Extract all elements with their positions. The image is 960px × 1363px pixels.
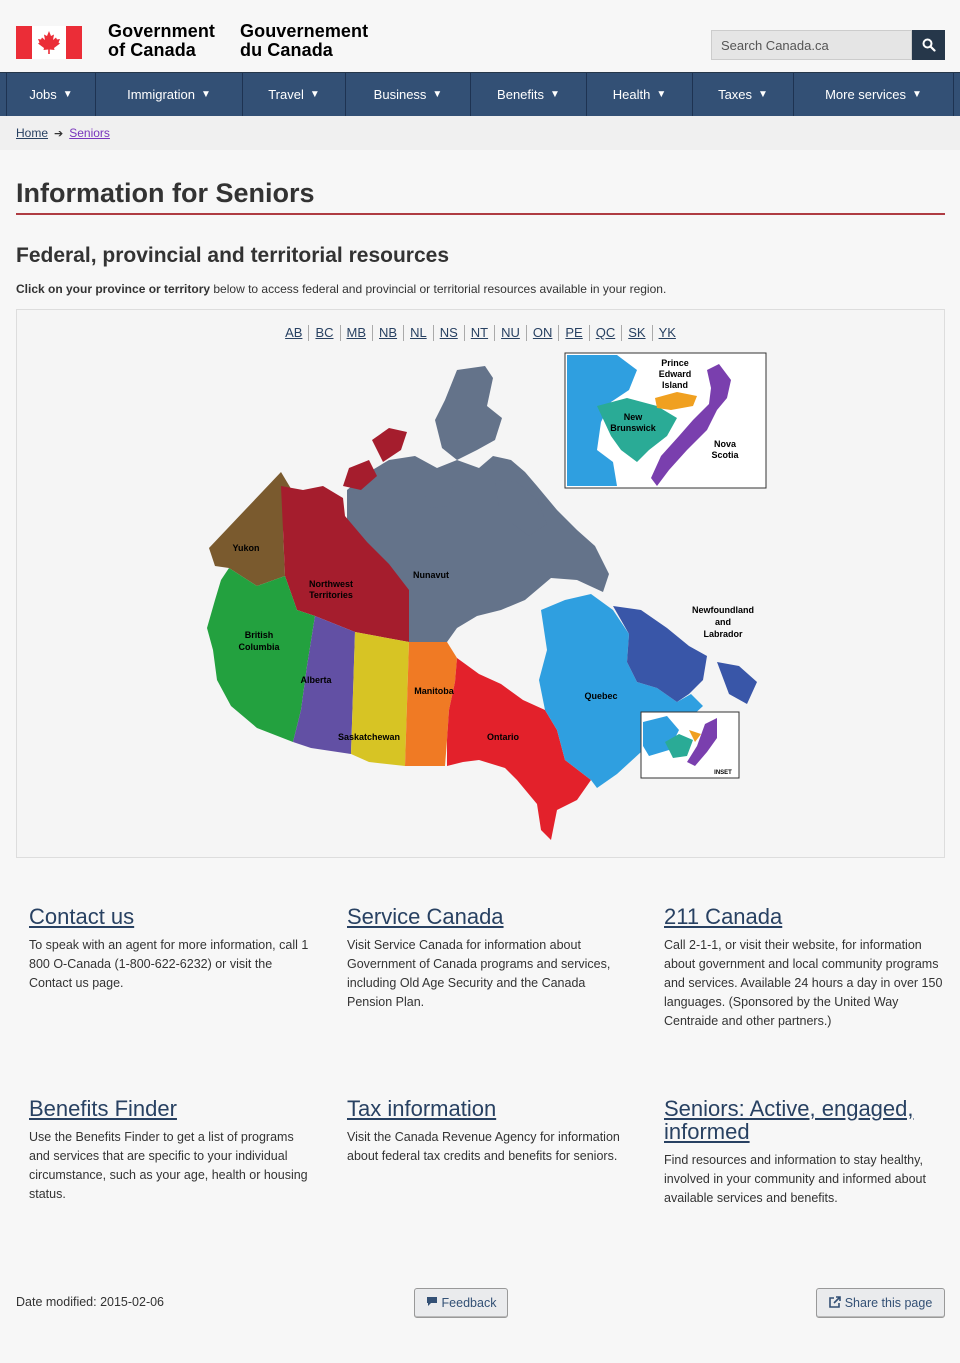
province-link-nb[interactable]: NB	[373, 325, 404, 341]
canada-map-panel	[16, 309, 945, 858]
card-description: Find resources and information to stay healthy, involved in your community and informed about available services and benefits.	[664, 1153, 926, 1205]
maritime-inset	[565, 353, 766, 488]
province-link-sk[interactable]: SK	[622, 325, 652, 341]
signature-french[interactable]: Gouvernement du Canada	[240, 21, 369, 60]
card-title-link[interactable]: 211 Canada	[664, 904, 783, 929]
chevron-down-icon: ▼	[432, 89, 443, 100]
map-label-nl: Newfoundland	[692, 605, 754, 615]
inset-label-pei: Prince	[661, 358, 689, 368]
province-link-ns[interactable]: NS	[434, 325, 465, 341]
map-label-quebec: Quebec	[584, 691, 618, 701]
chevron-down-icon: ▼	[550, 89, 560, 100]
share-icon	[829, 1296, 841, 1311]
menu-item-more-services[interactable]: More services ▼	[793, 73, 954, 116]
chevron-down-icon: ▼	[758, 89, 768, 100]
menu-item-jobs[interactable]: Jobs ▼	[6, 73, 95, 116]
inset-label-ns: Scotia	[711, 450, 739, 460]
map-label-nl: Labrador	[703, 629, 743, 639]
section-heading: Federal, provincial and territorial resources	[16, 244, 449, 267]
card-tax-information	[347, 1097, 627, 1166]
region-saskatchewan[interactable]	[351, 632, 409, 766]
card-benefits-finder	[29, 1097, 309, 1204]
inset-label-nb: Brunswick	[610, 423, 656, 433]
map-label-manitoba: Manitoba	[414, 686, 454, 696]
card-title-link[interactable]: Seniors: Active, engaged, informed	[664, 1096, 914, 1144]
arrow-right-icon: ➔	[54, 127, 64, 140]
small-inset-box[interactable]	[641, 712, 739, 778]
region-nwt-island[interactable]	[372, 428, 407, 462]
breadcrumb-bar	[0, 116, 960, 150]
province-link-nu[interactable]: NU	[495, 325, 527, 341]
card-description: Call 2-1-1, or visit their website, for information about government and local community programs and services. Available 24 hours a day in over 150 languages. (Sponsored by the United Way Centraide and other partners.)	[664, 938, 943, 1028]
menu-item-travel[interactable]: Travel ▼	[242, 73, 345, 116]
inset-label-nb: New	[623, 412, 643, 422]
map-label-alberta: Alberta	[300, 675, 332, 685]
main-menu	[0, 72, 960, 116]
map-label-yukon: Yukon	[232, 543, 260, 553]
map-label-nwt: Northwest	[308, 579, 354, 589]
map-label-nl: and	[714, 617, 732, 627]
province-link-pe[interactable]: PE	[559, 325, 589, 341]
card-description: To speak with an agent for more information, call 1 800 O-Canada (1-800-622-6232) or visit the Contact us page.	[29, 938, 309, 990]
inset-label: INSET	[714, 770, 732, 776]
card-211-canada	[664, 905, 944, 1031]
province-link-bc[interactable]: BC	[309, 325, 340, 341]
signature-english[interactable]: Government of Canada	[108, 21, 216, 60]
map-label-ontario: Ontario	[486, 732, 520, 742]
menu-item-taxes[interactable]: Taxes ▼	[692, 73, 793, 116]
comment-icon	[426, 1296, 438, 1310]
inset-label-pei: Edward	[658, 369, 692, 379]
card-description: Use the Benefits Finder to get a list of programs and services that are specific to your individual circumstance, such as your age, health or housing status.	[29, 1130, 308, 1201]
province-link-nt[interactable]: NT	[465, 325, 495, 341]
search-icon	[922, 38, 936, 52]
feedback-button[interactable]: Feedback	[414, 1288, 508, 1318]
search-input[interactable]	[711, 30, 912, 60]
province-link-qc[interactable]: QC	[590, 325, 623, 341]
card-service-canada	[347, 905, 627, 1012]
site-header	[0, 0, 960, 72]
card-title-link[interactable]: Contact us	[29, 904, 135, 929]
map-label-bc: British	[244, 630, 274, 640]
province-link-yk[interactable]: YK	[658, 325, 676, 340]
share-button[interactable]: Share this page	[816, 1288, 945, 1318]
chevron-down-icon: ▼	[62, 89, 73, 100]
canada-map	[17, 310, 944, 857]
search-form	[711, 30, 945, 60]
menu-item-benefits[interactable]: Benefits ▼	[470, 73, 586, 116]
page-title: Information for Seniors	[16, 178, 315, 208]
map-label-nunavut: Nunavut	[413, 570, 449, 580]
menu-item-business[interactable]: Business ▼	[345, 73, 470, 116]
card-title-link[interactable]: Service Canada	[347, 904, 504, 929]
map-label-nwt: Territories	[309, 590, 353, 600]
menu-item-health[interactable]: Health ▼	[586, 73, 692, 116]
chevron-down-icon: ▼	[656, 89, 667, 100]
breadcrumb	[16, 126, 110, 140]
inset-label-ns: Nova	[713, 439, 737, 449]
card-seniors-active	[664, 1097, 944, 1208]
chevron-down-icon: ▼	[912, 89, 922, 100]
canada-flag-icon	[16, 26, 82, 59]
search-button[interactable]	[912, 30, 945, 60]
card-title-link[interactable]: Tax information	[347, 1096, 497, 1121]
date-modified: Date modified: 2015-02-06	[16, 1295, 165, 1309]
province-link-mb[interactable]: MB	[341, 325, 374, 341]
map-label-saskatchewan: Saskatchewan	[337, 732, 401, 742]
province-link-nl[interactable]: NL	[404, 325, 434, 341]
intro-text: Click on your province or territory below to access federal and provincial or territorial resources available in your region.	[16, 282, 667, 296]
inset-label-pei: Island	[661, 380, 689, 390]
menu-item-immigration[interactable]: Immigration ▼	[95, 73, 242, 116]
chevron-down-icon: ▼	[201, 89, 211, 100]
breadcrumb-seniors-link[interactable]: Seniors	[69, 126, 110, 140]
province-link-ab[interactable]: AB	[279, 325, 309, 341]
region-yukon[interactable]	[209, 472, 293, 586]
card-description: Visit the Canada Revenue Agency for information about federal tax credits and benefits for seniors.	[347, 1130, 620, 1163]
card-description: Visit Service Canada for information about Government of Canada programs and services, including Old Age Security and the Canada Pension Plan.	[347, 938, 611, 1009]
province-link-on[interactable]: ON	[527, 325, 560, 341]
chevron-down-icon: ▼	[309, 89, 320, 100]
card-title-link[interactable]: Benefits Finder	[29, 1096, 177, 1121]
map-label-bc: Columbia	[238, 642, 280, 652]
card-contact-us	[29, 905, 309, 993]
breadcrumb-home-link[interactable]: Home	[16, 126, 49, 140]
region-newfoundland-island[interactable]	[717, 662, 757, 704]
title-underline	[16, 213, 945, 215]
